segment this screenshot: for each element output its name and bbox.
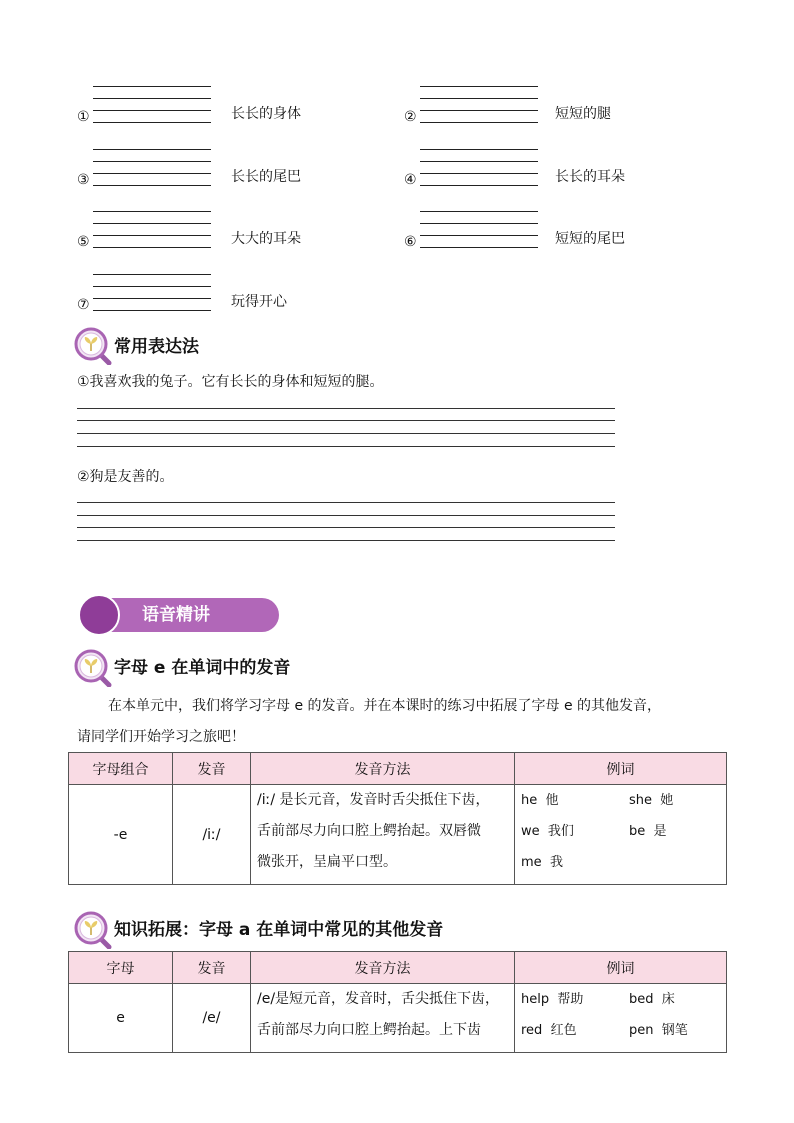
write-line[interactable] (77, 502, 615, 503)
table-cell-combo: -e (69, 785, 173, 885)
method-line: 舌前部尽力向口腔上鳄抬起。双唇微 (257, 823, 481, 839)
example-row (521, 1021, 726, 1052)
write-line[interactable] (420, 211, 538, 212)
example-meaning: 红色 (550, 1023, 577, 1038)
item-phrase: 长长的尾巴 (231, 169, 301, 185)
write-line[interactable] (93, 310, 211, 311)
example-pair (629, 791, 673, 811)
write-line[interactable] (93, 211, 211, 212)
method-line: 舌前部尽力向口腔上鳄抬起。上下齿 (257, 1022, 481, 1038)
write-line[interactable] (420, 149, 538, 150)
fill-item-2 (404, 86, 704, 148)
table-header: 例词 (515, 753, 727, 785)
table-header-row (69, 753, 727, 785)
write-line[interactable] (93, 173, 211, 174)
table-header: 字母组合 (69, 753, 173, 785)
example-row (521, 990, 726, 1021)
example-pair (521, 853, 629, 873)
method-line: /iː/ 是长元音，发音时舌尖抵住下齿， (257, 792, 490, 808)
fill-item-5 (77, 211, 377, 273)
write-line[interactable] (93, 149, 211, 150)
example-meaning: 是 (653, 824, 667, 839)
write-line[interactable] (93, 223, 211, 224)
example-word: be (629, 824, 646, 839)
banner-circle (78, 594, 120, 636)
write-line[interactable] (93, 185, 211, 186)
magnifier-sprout-icon (74, 911, 112, 949)
method-line: 微张开，呈扁平口型。 (257, 854, 397, 870)
example-meaning: 床 (661, 992, 675, 1007)
example-word: bed (629, 992, 654, 1007)
example-meaning: 她 (660, 793, 674, 808)
write-line[interactable] (77, 527, 615, 528)
example-pair (521, 1021, 629, 1041)
write-line[interactable] (93, 86, 211, 87)
fill-item-7 (77, 274, 377, 336)
section-banner (78, 594, 279, 636)
write-line[interactable] (93, 235, 211, 236)
extension-table (68, 951, 727, 1053)
item-phrase: 长长的耳朵 (555, 169, 625, 185)
example-meaning: 我们 (547, 824, 574, 839)
example-meaning: 他 (545, 793, 559, 808)
magnifier-sprout-icon (74, 327, 112, 365)
write-line[interactable] (93, 110, 211, 111)
write-line[interactable] (77, 540, 615, 541)
table-cell-combo: e (69, 984, 173, 1053)
pronunciation-table (68, 752, 727, 885)
item-number: ② (404, 109, 417, 125)
table-header: 发音 (173, 753, 251, 785)
write-line[interactable] (93, 122, 211, 123)
intro-paragraph-line-1: 在本单元中，我们将学习字母 e 的发音。并在本课时的练习中拓展了字母 e 的其他发音， (108, 698, 662, 714)
intro-paragraph-line-2: 请同学们开始学习之旅吧！ (77, 729, 245, 745)
table-header: 发音 (173, 952, 251, 984)
write-line[interactable] (77, 433, 615, 434)
write-line[interactable] (420, 98, 538, 99)
example-pair (629, 1021, 688, 1041)
fill-item-4 (404, 149, 704, 211)
example-row (521, 853, 726, 884)
table-header: 发音方法 (251, 753, 515, 785)
write-line[interactable] (77, 446, 615, 447)
example-pair (521, 990, 629, 1010)
write-line[interactable] (420, 223, 538, 224)
write-line[interactable] (420, 185, 538, 186)
write-line[interactable] (93, 286, 211, 287)
section-title: 字母 e 在单词中的发音 (114, 658, 291, 678)
write-line[interactable] (420, 122, 538, 123)
item-number: ⑤ (77, 234, 90, 250)
item-number: ⑥ (404, 234, 417, 250)
example-pair (521, 791, 629, 811)
item-number: ① (77, 109, 90, 125)
example-row (521, 822, 726, 853)
table-cell-sound: /e/ (173, 984, 251, 1053)
example-meaning: 帮助 (557, 992, 584, 1007)
example-word: pen (629, 1023, 654, 1038)
banner-title: 语音精讲 (142, 605, 210, 625)
write-line[interactable] (93, 247, 211, 248)
example-meaning: 钢笔 (661, 1023, 688, 1038)
example-pair (629, 822, 667, 842)
write-line[interactable] (93, 274, 211, 275)
table-cell-examples (515, 984, 727, 1053)
example-pair (629, 990, 675, 1010)
write-line[interactable] (93, 161, 211, 162)
write-line[interactable] (420, 247, 538, 248)
method-line: /e/是短元音，发音时，舌尖抵住下齿， (257, 991, 500, 1007)
write-line[interactable] (93, 298, 211, 299)
write-line[interactable] (77, 408, 615, 409)
write-line[interactable] (93, 98, 211, 99)
table-header: 例词 (515, 952, 727, 984)
item-phrase: 短短的腿 (555, 106, 611, 122)
table-cell-sound: /iː/ (173, 785, 251, 885)
item-phrase: 大大的耳朵 (231, 231, 301, 247)
item-number: ⑦ (77, 297, 90, 313)
example-row (521, 791, 726, 822)
example-meaning: 我 (549, 855, 563, 870)
table-cell-examples (515, 785, 727, 885)
fill-item-1 (77, 86, 377, 148)
table-row (69, 984, 727, 1053)
expression-sentence-2: ②狗是友善的。 (77, 469, 174, 485)
magnifier-sprout-icon (74, 649, 112, 687)
example-word: help (521, 992, 550, 1007)
table-header: 发音方法 (251, 952, 515, 984)
item-phrase: 长长的身体 (231, 106, 301, 122)
table-cell-method (251, 785, 515, 885)
example-word: me (521, 855, 542, 870)
example-word: she (629, 793, 653, 808)
fill-item-3 (77, 149, 377, 211)
table-header: 字母 (69, 952, 173, 984)
item-number: ④ (404, 172, 417, 188)
write-line[interactable] (420, 110, 538, 111)
write-line[interactable] (420, 235, 538, 236)
example-word: he (521, 793, 538, 808)
table-header-row (69, 952, 727, 984)
item-phrase: 短短的尾巴 (555, 231, 625, 247)
item-phrase: 玩得开心 (231, 294, 287, 310)
write-line[interactable] (420, 86, 538, 87)
write-line[interactable] (77, 420, 615, 421)
fill-item-6 (404, 211, 704, 273)
table-row (69, 785, 727, 885)
section-title: 知识拓展：字母 a 在单词中常见的其他发音 (114, 920, 444, 940)
write-line[interactable] (420, 173, 538, 174)
write-line[interactable] (420, 161, 538, 162)
section-title: 常用表达法 (114, 337, 199, 357)
example-word: we (521, 824, 540, 839)
expression-sentence-1: ①我喜欢我的兔子。它有长长的身体和短短的腿。 (77, 374, 384, 390)
write-line[interactable] (77, 515, 615, 516)
item-number: ③ (77, 172, 90, 188)
example-word: red (521, 1023, 543, 1038)
example-pair (521, 822, 629, 842)
table-cell-method (251, 984, 515, 1053)
